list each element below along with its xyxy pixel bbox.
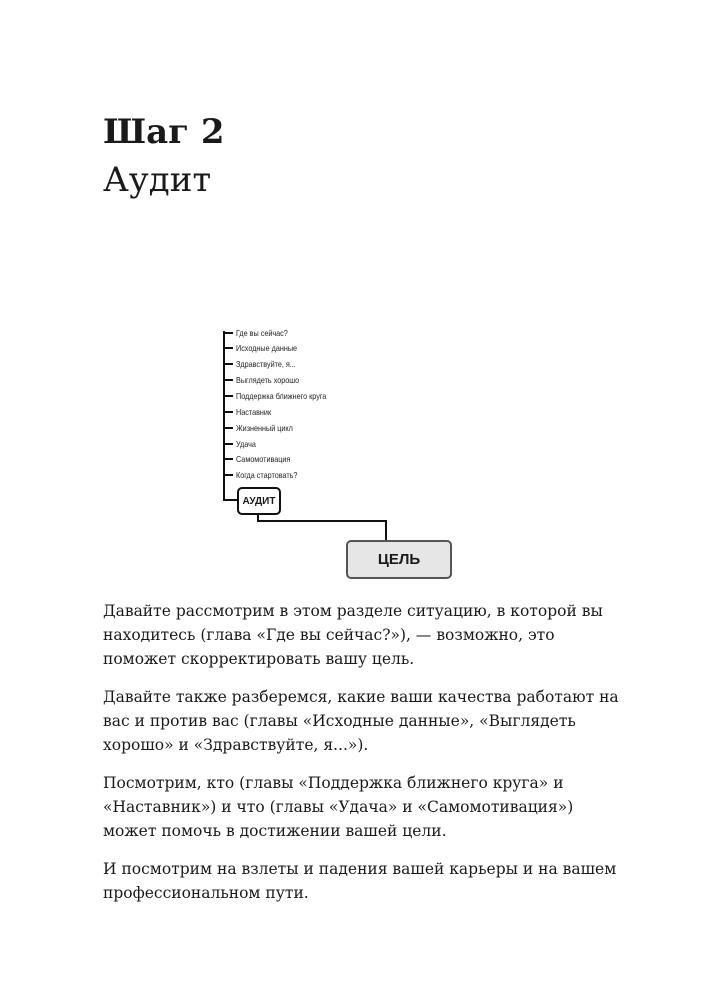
paragraph: И посмотрим на взлеты и падения вашей карьеры и на вашем профессиональном пути. [103,860,617,902]
diagram-item: Поддержка ближнего круга [236,391,327,401]
body-text [103,599,623,919]
diagram-item: Наставник [236,407,272,417]
diagram-item: Когда стартовать? [236,470,298,480]
diagram-item: Исходные данные [236,343,298,353]
paragraph: Давайте рассмотрим в этом разделе ситуацию, в которой вы находитесь (глава «Где вы сейчас?»), — возможно, это поможет скорректировать вашу цель. [103,602,603,668]
goal-box: ЦЕЛЬ [346,540,452,579]
paragraph: Давайте также разберемся, какие ваши качества работают на вас и против вас (главы «Исходные данные», «Выглядеть хорошо» и «Здравствуйте, я...»). [103,688,619,754]
diagram-item: Здравствуйте, я... [236,359,296,369]
diagram-item: Где вы сейчас? [236,328,288,338]
audit-box: АУДИТ [237,487,281,515]
chapter-title: Аудит [103,160,212,200]
diagram-item: Жизненный цикл [236,423,293,433]
paragraph: Посмотрим, кто (главы «Поддержка ближнего круга» и «Наставник») и что (главы «Удача» и «Самомотивация») может помочь в достижении вашей цели. [103,774,574,840]
diagram-item: Удача [236,439,256,449]
diagram-item: Самомотивация [236,454,291,464]
step-heading: Шаг 2 [103,112,225,152]
diagram-item: Выглядеть хорошо [236,375,300,385]
